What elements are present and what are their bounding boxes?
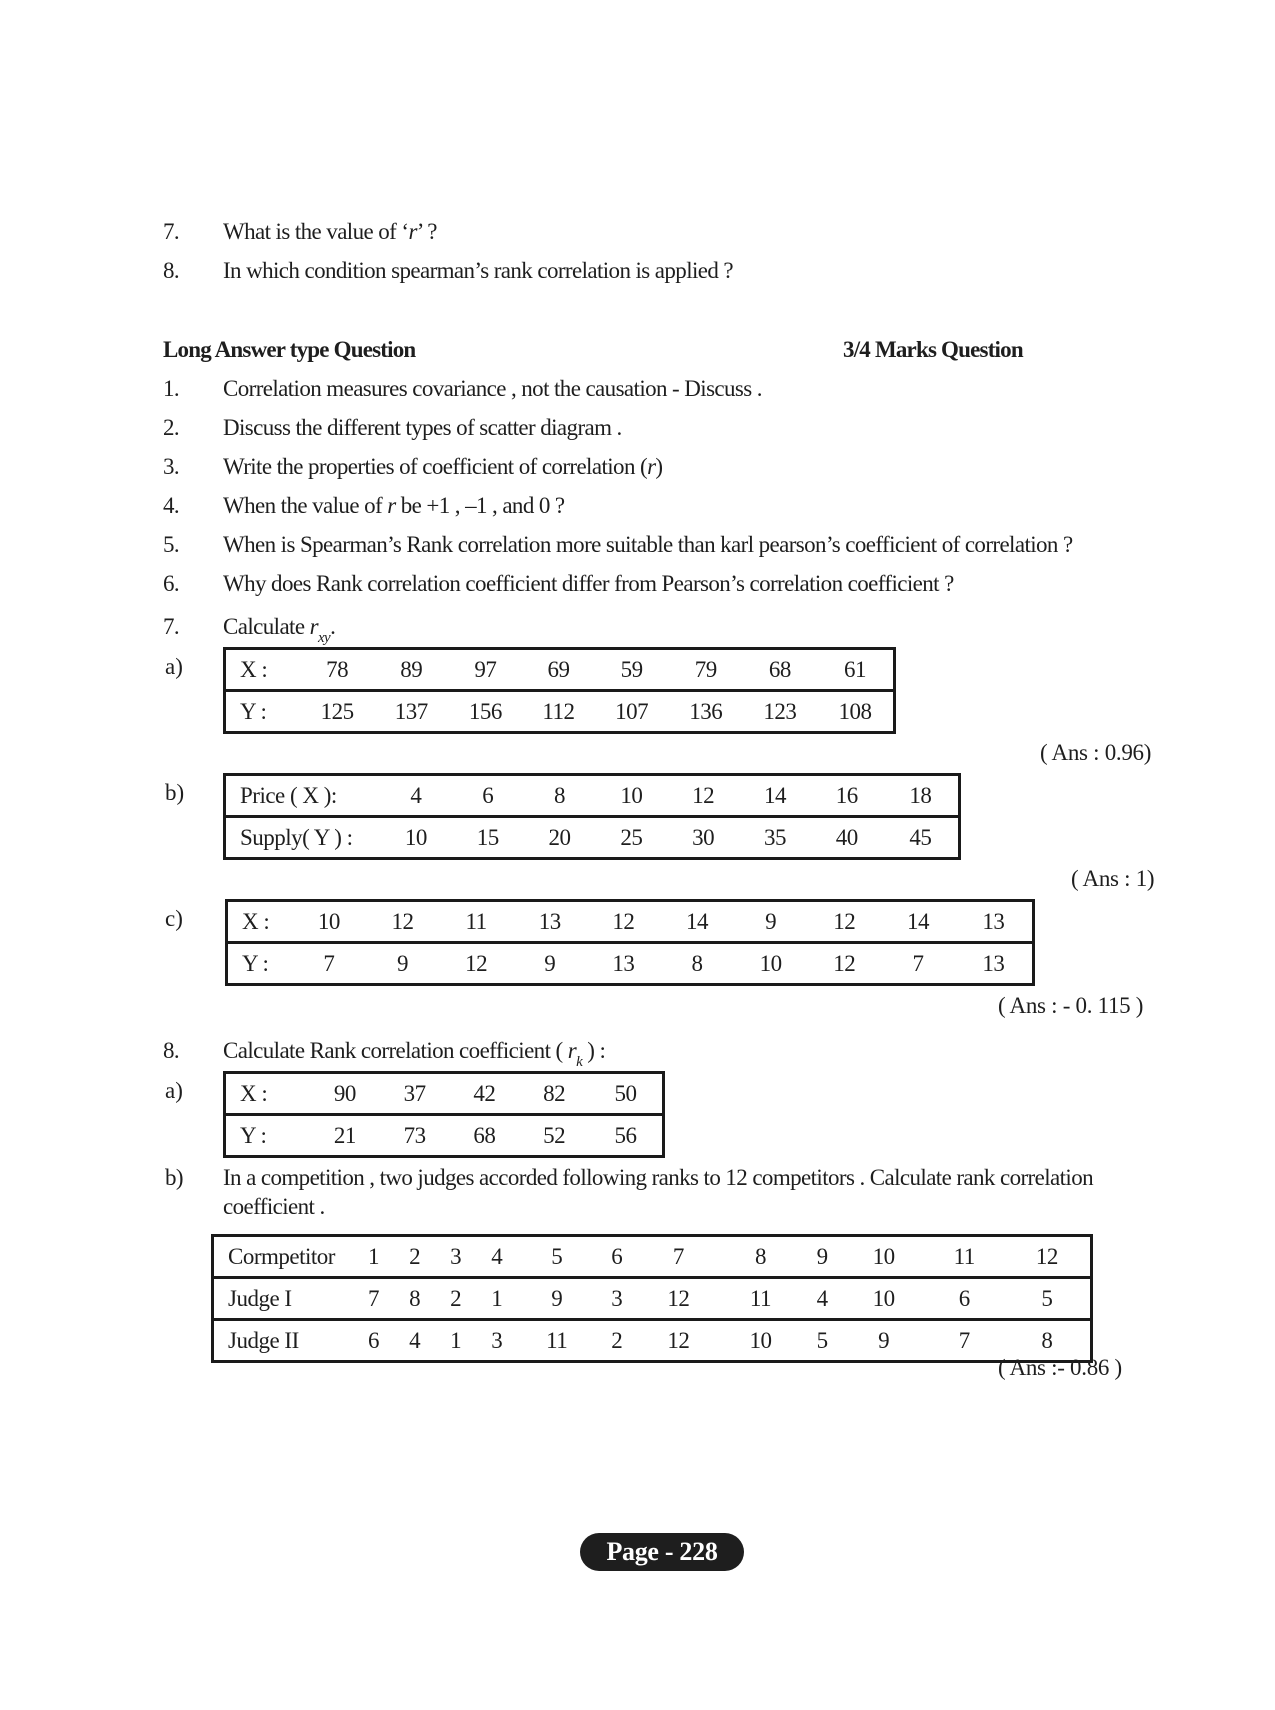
question-text-continued — [0, 1192, 1275, 1222]
table-cell: 61 — [843, 656, 866, 682]
table-cell: 2 — [450, 1285, 462, 1311]
table-cell: 82 — [543, 1080, 566, 1106]
table-cell: 10 — [872, 1285, 895, 1311]
table-row — [225, 691, 895, 733]
question-item — [0, 217, 1275, 247]
table-cell: 11 — [465, 908, 487, 934]
table-cell: 7 — [958, 1327, 970, 1353]
row-label: X : — [242, 908, 270, 934]
section-title: Long Answer type Question — [163, 337, 416, 362]
table-cell: 45 — [909, 824, 932, 850]
table-cell: 14 — [906, 908, 929, 934]
table-row — [225, 1073, 664, 1115]
part-label: a) — [165, 654, 183, 679]
table-cell: 7 — [368, 1285, 380, 1311]
table-cell: 12 — [692, 782, 715, 808]
table-cell: 15 — [476, 824, 499, 850]
table-cell: 14 — [686, 908, 709, 934]
table-cell: 6 — [482, 782, 494, 808]
table-cell: 13 — [538, 908, 561, 934]
question-number: 7. — [163, 614, 180, 639]
table-cell: 11 — [953, 1243, 975, 1269]
table-cell: 68 — [768, 656, 791, 682]
table-cell: 10 — [620, 782, 643, 808]
table-cell: 10 — [759, 950, 782, 976]
table-cell: 20 — [548, 824, 571, 850]
table-cell: 9 — [816, 1243, 828, 1269]
answer-text: ( Ans :- 0.86 ) — [998, 1355, 1122, 1380]
question-text: Correlation measures covariance , not the causation - Discuss . — [223, 376, 762, 401]
table-cell: 10 — [317, 908, 340, 934]
part-label: b) — [165, 1165, 183, 1190]
table-cell: 10 — [872, 1243, 895, 1269]
table-cell: 1 — [450, 1327, 462, 1353]
section-marks: 3/4 Marks Question — [843, 337, 1023, 362]
question-item — [0, 491, 1275, 521]
question-number: 2. — [163, 415, 180, 440]
table-cell: 21 — [333, 1122, 356, 1148]
question-number: 6. — [163, 571, 180, 596]
table-cell: 123 — [763, 698, 797, 724]
table-cell: 6 — [368, 1327, 380, 1353]
section-heading — [0, 335, 1275, 365]
table-cell: 25 — [620, 824, 643, 850]
question-text: When the value of r be +1 , –1 , and 0 ? — [223, 493, 565, 518]
table-cell: 4 — [816, 1285, 828, 1311]
table-cell: 10 — [749, 1327, 772, 1353]
table-row — [225, 775, 960, 817]
table-cell: 156 — [468, 698, 502, 724]
question-text: coefficient . — [223, 1194, 325, 1219]
table-cell: 8 — [754, 1243, 766, 1269]
table-cell: 68 — [473, 1122, 496, 1148]
question-number: 7. — [163, 219, 180, 244]
question-text: Discuss the different types of scatter diagram . — [223, 415, 622, 440]
table-cell: 8 — [1041, 1327, 1053, 1353]
table-cell: 12 — [391, 908, 414, 934]
table-cell: 5 — [816, 1327, 828, 1353]
table-cell: 12 — [667, 1327, 690, 1353]
table-cell: 90 — [333, 1080, 356, 1106]
data-table-7b — [223, 773, 961, 860]
part-label: c) — [165, 906, 183, 931]
question-text: In a competition , two judges accorded following ranks to 12 competitors . Calculate rank correlation — [223, 1165, 1093, 1190]
table-row — [225, 1115, 664, 1157]
table-cell: 7 — [672, 1243, 684, 1269]
table-cell: 125 — [320, 698, 354, 724]
data-table-7a — [223, 647, 896, 734]
table-cell: 8 — [409, 1285, 421, 1311]
table-cell: 3 — [450, 1243, 462, 1269]
table-cell: 107 — [615, 698, 649, 724]
table-cell: 30 — [692, 824, 715, 850]
data-table-8b — [211, 1234, 1093, 1363]
table-cell: 9 — [551, 1285, 563, 1311]
table-cell: 9 — [878, 1327, 890, 1353]
table-cell: 56 — [614, 1122, 637, 1148]
question-number: 1. — [163, 376, 180, 401]
table-cell: 5 — [1041, 1285, 1053, 1311]
table-row — [213, 1278, 1092, 1320]
table-cell: 12 — [612, 908, 635, 934]
table-cell: 6 — [611, 1243, 623, 1269]
part-label: b) — [165, 780, 185, 805]
question-text: Write the properties of coefficient of correlation (r) — [223, 454, 663, 479]
question-number: 8. — [163, 258, 180, 283]
table-cell: 1 — [368, 1243, 380, 1269]
table-cell: 108 — [838, 698, 872, 724]
table-cell: 2 — [611, 1327, 623, 1353]
table-cell: 112 — [542, 698, 575, 724]
table-row — [227, 901, 1034, 943]
table-cell: 9 — [396, 950, 408, 976]
table-cell: 12 — [465, 950, 488, 976]
row-label: Y : — [240, 698, 267, 724]
question-number: 8. — [163, 1038, 180, 1063]
question-item — [0, 612, 1275, 646]
table-cell: 13 — [612, 950, 635, 976]
table-cell: 59 — [620, 656, 643, 682]
row-label: Price ( X ): — [240, 782, 337, 808]
table-cell: 14 — [763, 782, 786, 808]
data-table-8a — [223, 1071, 665, 1158]
question-item — [0, 1163, 1275, 1193]
table-cell: 5 — [551, 1243, 563, 1269]
table-cell: 73 — [403, 1122, 426, 1148]
table-cell: 12 — [833, 950, 856, 976]
table-cell: 97 — [474, 656, 497, 682]
question-item — [0, 1036, 1275, 1070]
table-cell: 11 — [749, 1285, 772, 1311]
question-text: Calculate Rank correlation coefficient ( $r_k$ ) : — [223, 1038, 606, 1070]
table-cell: 12 — [833, 908, 856, 934]
table-cell: 8 — [691, 950, 703, 976]
table-cell: 6 — [958, 1285, 970, 1311]
row-label: X : — [240, 1080, 268, 1106]
table-cell: 4 — [409, 1327, 421, 1353]
row-label: X : — [240, 656, 268, 682]
table-cell: 8 — [554, 782, 566, 808]
table-cell: 4 — [410, 782, 422, 808]
table-cell: 89 — [400, 656, 423, 682]
row-label: Y : — [240, 1122, 267, 1148]
question-text: Why does Rank correlation coefficient differ from Pearson’s correlation coefficient ? — [223, 571, 954, 596]
table-row — [213, 1236, 1092, 1278]
table-cell: 3 — [491, 1327, 503, 1353]
table-cell: 12 — [667, 1285, 690, 1311]
table-cell: 40 — [835, 824, 858, 850]
answer-text: ( Ans : - 0. 115 ) — [998, 993, 1144, 1018]
table-cell: 78 — [326, 656, 349, 682]
row-label: Supply( Y ) : — [240, 824, 353, 850]
table-cell: 42 — [473, 1080, 496, 1106]
table-cell: 13 — [982, 908, 1005, 934]
table-cell: 9 — [765, 908, 777, 934]
page-number-badge: Page - 228 — [580, 1533, 744, 1571]
row-label: Judge I — [228, 1285, 292, 1311]
table-cell: 4 — [491, 1243, 503, 1269]
table-cell: 7 — [912, 950, 924, 976]
question-item — [0, 256, 1275, 286]
table-row — [213, 1320, 1092, 1362]
table-cell: 10 — [404, 824, 427, 850]
table-cell: 35 — [763, 824, 786, 850]
row-label: Y : — [242, 950, 269, 976]
answer-text: ( Ans : 1) — [1071, 866, 1155, 891]
question-item — [0, 452, 1275, 482]
table-cell: 136 — [689, 698, 723, 724]
question-item — [0, 413, 1275, 443]
answer-text: ( Ans : 0.96) — [1040, 740, 1152, 765]
table-cell: 12 — [1035, 1243, 1058, 1269]
table-cell: 2 — [409, 1243, 421, 1269]
question-item — [0, 374, 1275, 404]
table-cell: 79 — [694, 656, 717, 682]
question-text: When is Spearman’s Rank correlation more suitable than karl pearson’s coefficient of correlation ? — [223, 532, 1073, 557]
row-label: Cormpetitor — [228, 1243, 335, 1269]
question-number: 3. — [163, 454, 180, 479]
table-cell: 52 — [543, 1122, 566, 1148]
question-number: 4. — [163, 493, 180, 518]
row-label: Judge II — [228, 1327, 299, 1353]
table-cell: 18 — [909, 782, 932, 808]
table-cell: 9 — [544, 950, 556, 976]
part-label: a) — [165, 1078, 183, 1103]
table-cell: 37 — [403, 1080, 426, 1106]
table-cell: 137 — [394, 698, 428, 724]
table-cell: 1 — [491, 1285, 503, 1311]
table-cell: 7 — [323, 950, 335, 976]
question-item — [0, 569, 1275, 599]
table-cell: 69 — [547, 656, 570, 682]
question-text: What is the value of ‘r’ ? — [223, 219, 437, 244]
table-cell: 11 — [546, 1327, 568, 1353]
data-table-7c — [225, 899, 1035, 986]
question-text: In which condition spearman’s rank correlation is applied ? — [223, 258, 734, 283]
question-text: Calculate $r_{xy}$. — [223, 614, 336, 646]
question-number: 5. — [163, 532, 180, 557]
question-item — [0, 530, 1275, 560]
table-cell: 50 — [614, 1080, 637, 1106]
table-cell: 3 — [611, 1285, 623, 1311]
table-row — [225, 817, 960, 859]
table-cell: 16 — [835, 782, 858, 808]
table-row — [227, 943, 1034, 985]
table-row — [225, 649, 895, 691]
table-cell: 13 — [982, 950, 1005, 976]
